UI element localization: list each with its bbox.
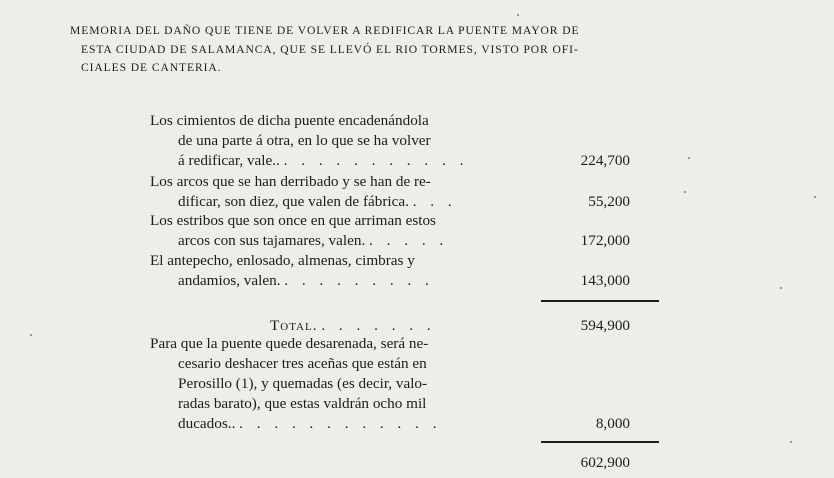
grand-total-rule (541, 441, 659, 443)
entry-4-line-2 (178, 271, 522, 291)
entry-4-line-1: El antepecho, enlosado, almenas, cimbras y (150, 252, 415, 269)
extra-line-5 (178, 414, 522, 434)
paper-speck (780, 287, 782, 289)
extra-text: ducados.. (178, 415, 236, 432)
heading-line-2: ESTA CIUDAD DE SALAMANCA, QUE SE LLEVÓ EL RIO TORMES, VISTO POR OFI- (81, 42, 579, 56)
entry-1-line-3 (178, 151, 522, 171)
entry-3-line-2 (178, 231, 522, 251)
heading-line-1: MEMORIA DEL DAÑO QUE TIENE DE VOLVER A REDIFICAR LA PUENTE MAYOR DE (70, 24, 580, 37)
total-label: Total. (270, 317, 318, 334)
entry-3-amount: 172,000 (580, 232, 630, 249)
entry-2-line-1: Los arcos que se han derribado y se han de re- (150, 173, 431, 190)
extra-line-3: Perosillo (1), y quemadas (es decir, valo- (178, 375, 428, 392)
entry-2-text: dificar, son diez, que valen de fábrica. (178, 193, 409, 210)
document-heading (70, 22, 730, 78)
entry-3-text: arcos con sus tajamares, valen. (178, 232, 366, 249)
extra-line-1: Para que la puente quede desarenada, será ne- (150, 335, 429, 352)
entry-1-line-1: Los cimientos de dicha puente encadenándola (150, 112, 429, 129)
heading-line-3: CIALES DE CANTERIA. (81, 61, 222, 74)
entry-2-line-2 (178, 192, 522, 212)
entry-1-leader-dots: . . . . . . . . . . . (283, 152, 469, 169)
extra-leader-dots: . . . . . . . . . . . . (239, 415, 442, 432)
paper-speck (814, 196, 816, 198)
paper-speck (688, 157, 690, 159)
entry-3-leader-dots: . . . . . (369, 232, 449, 249)
total-leader-dots: . . . . . . . (321, 317, 436, 334)
total-line (270, 316, 522, 336)
extra-amount: 8,000 (595, 415, 630, 432)
paper-speck (684, 191, 686, 193)
entry-4-text: andamios, valen. (178, 272, 281, 289)
entry-1-text: á redificar, vale.. (178, 152, 280, 169)
paper-speck (517, 14, 519, 16)
paper-speck (30, 334, 32, 336)
entry-4-leader-dots: . . . . . . . . . (284, 272, 434, 289)
entry-4-amount: 143,000 (580, 272, 630, 289)
paper-speck (790, 441, 792, 443)
grand-total-amount: 602,900 (580, 454, 630, 471)
subtotal-rule (541, 300, 659, 302)
entry-3-line-1: Los estribos que son once en que arriman estos (150, 212, 436, 229)
entry-2-leader-dots: . . . (412, 193, 457, 210)
extra-line-4: radas barato), que estas valdrán ocho mil (178, 395, 427, 412)
entry-1-amount: 224,700 (580, 152, 630, 169)
entry-2-amount: 55,200 (588, 193, 630, 210)
total-amount: 594,900 (580, 317, 630, 334)
entry-1-line-2: de una parte á otra, en lo que se ha volver (178, 132, 431, 149)
extra-line-2: cesario deshacer tres aceñas que están en (178, 355, 427, 372)
